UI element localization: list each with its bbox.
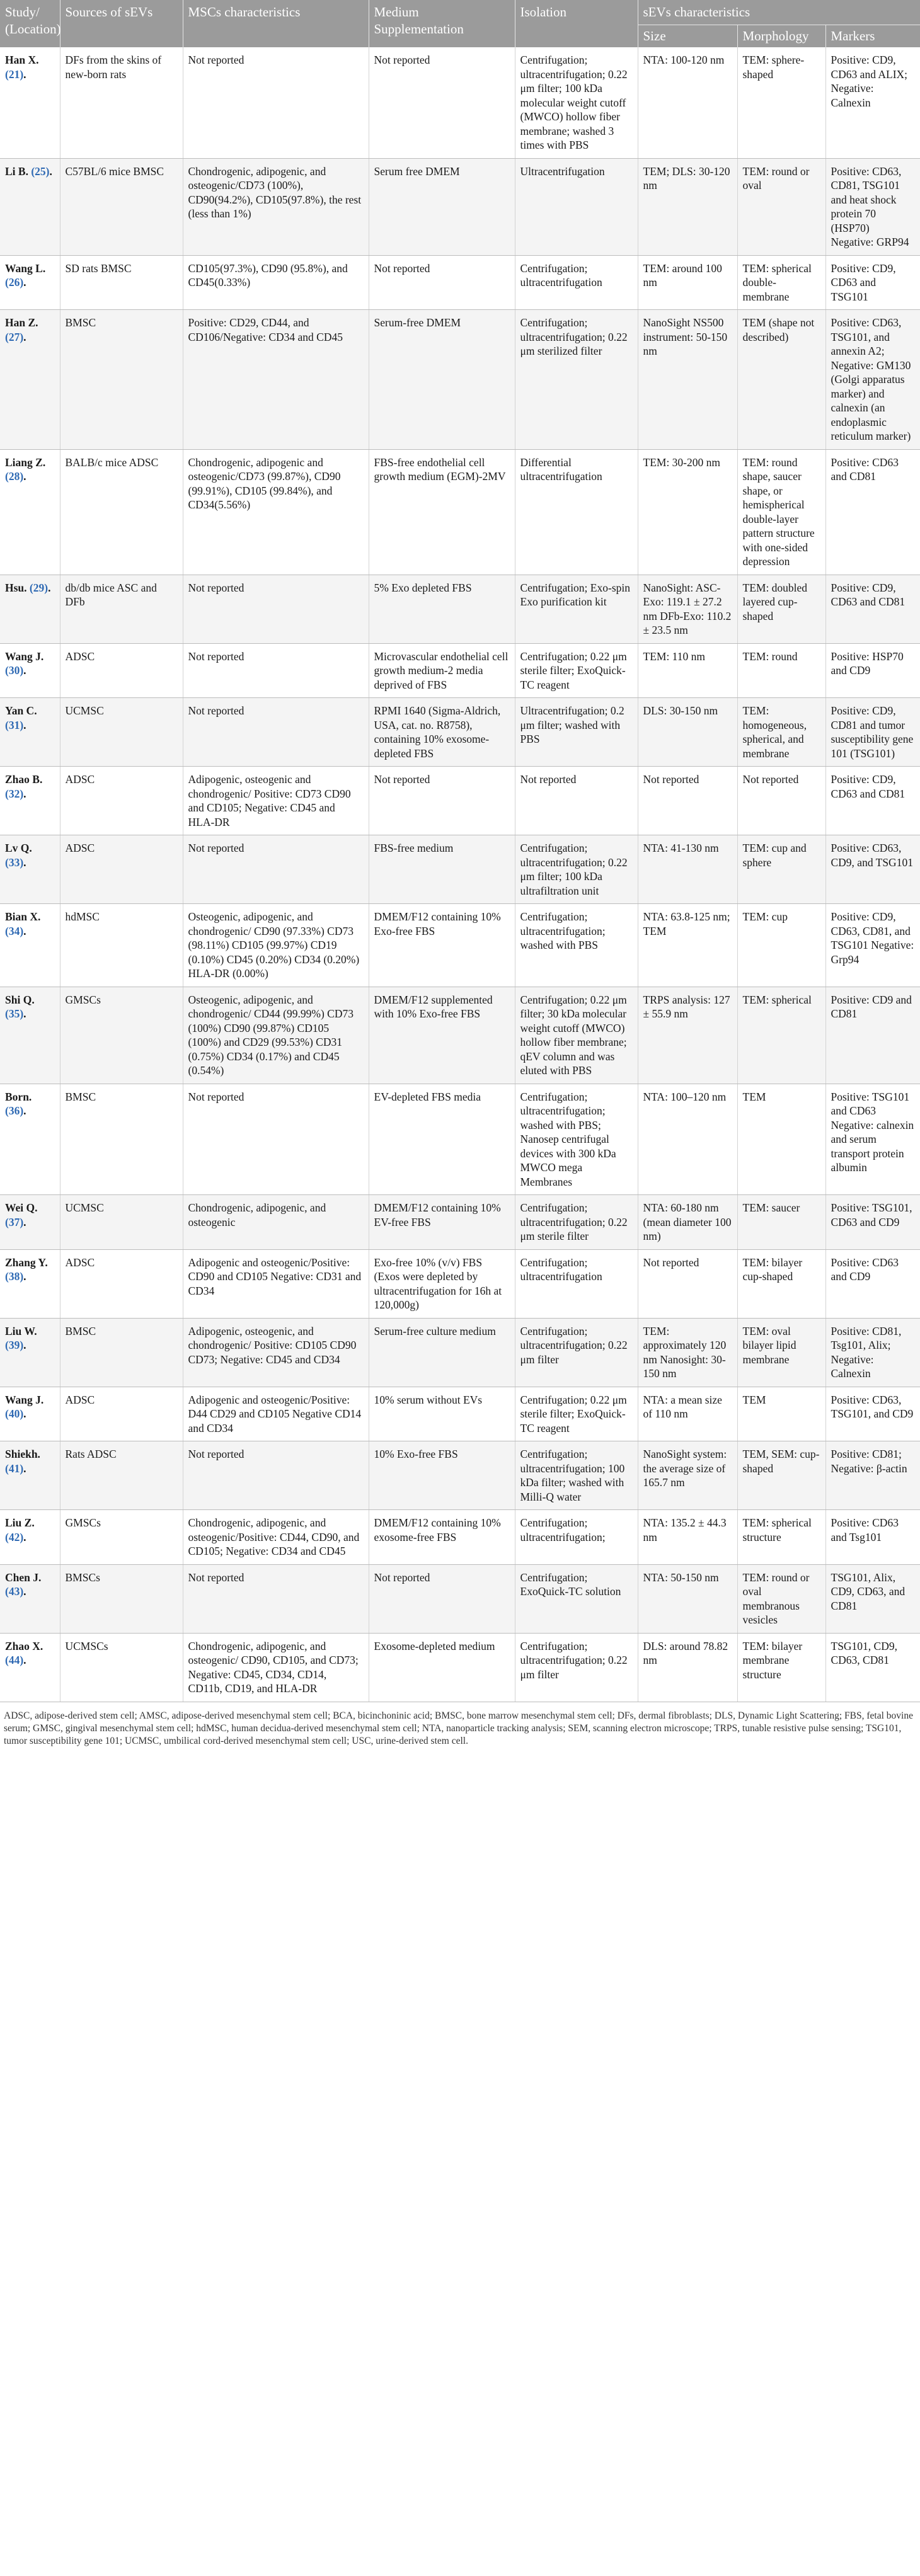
morphology-cell: TEM: cup: [737, 904, 825, 987]
morphology-cell: TEM: round or oval membranous vesicles: [737, 1564, 825, 1633]
table-row: [0, 47, 920, 158]
morphology-cell: TEM: spherical structure: [737, 1510, 825, 1565]
table-footnote: ADSC, adipose-derived stem cell; AMSC, adipose-derived mesenchymal stem cell; BCA, bicinchoninic acid; BMSC, bone marrow mesenchymal stem cell; DFs, dermal fibroblasts; DLS, Dynamic Light Scattering; FBS, fetal bovine serum; GMSC, gingival mesenchymal stem cell; hdMSC, human decidua-derived mesenchymal stem cell; NTA, nanoparticle tracking analysis; SEM, scanning electron microscope; TRPS, tunable resistive pulse sensing; TSG101, tumor susceptibility gene 101; UCMSC, umbilical cord-derived mesenchymal stem cell; USC, urine-derived stem cell.: [4, 1710, 913, 1746]
isolation-cell: Centrifugation; ultracentrifugation; 0.22 μm filter; 100 kDa ultrafiltration unit: [515, 835, 638, 904]
morphology-cell: TEM: oval bilayer lipid membrane: [737, 1318, 825, 1387]
msc-cell: CD105(97.3%), CD90 (95.8%), and CD45(0.33%): [183, 255, 369, 310]
msc-cell: Not reported: [183, 1084, 369, 1195]
msc-cell: Not reported: [183, 575, 369, 643]
isolation-cell: Centrifugation; ultracentrifugation; washed with PBS: [515, 904, 638, 987]
msc-cell: Adipogenic and osteogenic/Positive: D44 CD29 and CD105 Negative CD14 and CD34: [183, 1387, 369, 1441]
reference-link[interactable]: (35): [5, 1007, 24, 1020]
size-cell: TEM: 110 nm: [638, 643, 737, 698]
study-name: Wang J.: [5, 650, 44, 663]
size-cell: TEM: 30-200 nm: [638, 449, 737, 575]
markers-cell: Positive: CD9 and CD81: [825, 987, 920, 1084]
study-cell: [0, 255, 60, 310]
source-cell: ADSC: [60, 1249, 183, 1318]
table-row: [0, 158, 920, 255]
reference-link[interactable]: (37): [5, 1215, 24, 1228]
isolation-cell: Centrifugation; ultracentrifugation; 0.22 μm filter; 100 kDa molecular weight cutoff (MWCO) hollow fiber membrane; washed 3 times with PBS: [515, 47, 638, 158]
medium-cell: Not reported: [369, 255, 515, 310]
study-period: .: [23, 1407, 26, 1420]
size-cell: DLS: around 78.82 nm: [638, 1633, 737, 1702]
morphology-cell: TEM: [737, 1084, 825, 1195]
morphology-cell: TEM: cup and sphere: [737, 835, 825, 904]
study-cell: [0, 575, 60, 643]
study-name: Shiekh.: [5, 1448, 40, 1460]
source-cell: ADSC: [60, 643, 183, 698]
size-cell: NTA: 100–120 nm: [638, 1084, 737, 1195]
isolation-cell: Centrifugation; Exo-spin Exo purification kit: [515, 575, 638, 643]
table-row: [0, 1195, 920, 1250]
msc-cell: Not reported: [183, 643, 369, 698]
study-cell: [0, 47, 60, 158]
msc-cell: Adipogenic, osteogenic, and chondrogenic/ Positive: CD105 CD90 CD73; Negative: CD45 and CD34: [183, 1318, 369, 1387]
markers-cell: Positive: CD63 and CD9: [825, 1249, 920, 1318]
source-cell: ADSC: [60, 835, 183, 904]
study-name: Born.: [5, 1090, 32, 1103]
msc-cell: Osteogenic, adipogenic, and chondrogenic/ CD44 (99.99%) CD73 (100%) CD90 (99.87%) CD105 (100%) and CD29 (99.53%) CD31 (0.75%) CD34 (0.17%) and CD45 (0.54%): [183, 987, 369, 1084]
morphology-cell: TEM: round or oval: [737, 158, 825, 255]
source-cell: Rats ADSC: [60, 1441, 183, 1510]
isolation-cell: Centrifugation; ultracentrifugation: [515, 1249, 638, 1318]
reference-link[interactable]: (42): [5, 1530, 24, 1543]
morphology-cell: TEM, SEM: cup-shaped: [737, 1441, 825, 1510]
study-name: Zhang Y.: [5, 1256, 48, 1269]
study-period: .: [23, 1339, 26, 1351]
study-name: Wang J.: [5, 1393, 44, 1406]
study-period: .: [23, 718, 26, 731]
study-name: Wang L.: [5, 261, 46, 275]
reference-link[interactable]: (38): [5, 1270, 24, 1283]
size-cell: NanoSight NS500 instrument: 50-150 nm: [638, 310, 737, 450]
isolation-cell: Centrifugation; 0.22 μm sterile filter; ExoQuick-TC reagent: [515, 1387, 638, 1441]
source-cell: hdMSC: [60, 904, 183, 987]
size-cell: TEM: approximately 120 nm Nanosight: 30-150 nm: [638, 1318, 737, 1387]
study-period: .: [23, 1215, 26, 1228]
isolation-cell: Not reported: [515, 767, 638, 835]
medium-cell: Serum free DMEM: [369, 158, 515, 255]
study-cell: [0, 449, 60, 575]
medium-cell: DMEM/F12 containing 10% exosome-free FBS: [369, 1510, 515, 1565]
header-size: Size: [638, 25, 737, 48]
medium-cell: 10% Exo-free FBS: [369, 1441, 515, 1510]
medium-cell: Not reported: [369, 47, 515, 158]
table-row: [0, 310, 920, 450]
medium-cell: Exo-free 10% (v/v) FBS (Exos were depleted by ultracentrifugation for 16h at 120,000g): [369, 1249, 515, 1318]
msc-cell: Not reported: [183, 835, 369, 904]
msc-cell: Adipogenic, osteogenic and chondrogenic/ Positive: CD73 CD90 and CD105; Negative: CD45 and HLA-DR: [183, 767, 369, 835]
size-cell: TEM; DLS: 30-120 nm: [638, 158, 737, 255]
isolation-cell: Centrifugation; 0.22 μm filter; 30 kDa molecular weight cutoff (MWCO) hollow fiber membrane; qEV column and was eluted with PBS: [515, 987, 638, 1084]
header-mscs: MSCs characteristics: [183, 0, 369, 47]
study-period: .: [23, 470, 26, 483]
markers-cell: Positive: CD63, TSG101, and annexin A2; Negative: GM130 (Golgi apparatus marker) and calnexin (an endoplasmic reticulum marker): [825, 310, 920, 450]
markers-cell: Positive: CD63, CD9, and TSG101: [825, 835, 920, 904]
msc-cell: Not reported: [183, 1441, 369, 1510]
study-period: .: [23, 276, 26, 289]
markers-cell: Positive: CD63, CD81, TSG101 and heat shock protein 70 (HSP70) Negative: GRP94: [825, 158, 920, 255]
reference-link[interactable]: (40): [5, 1407, 24, 1420]
reference-link[interactable]: (34): [5, 924, 24, 937]
medium-cell: Serum-free DMEM: [369, 310, 515, 450]
morphology-cell: TEM: bilayer cup-shaped: [737, 1249, 825, 1318]
table-row: [0, 575, 920, 643]
markers-cell: Positive: CD9, CD63 and CD81: [825, 575, 920, 643]
source-cell: BALB/c mice ADSC: [60, 449, 183, 575]
source-cell: BMSC: [60, 1318, 183, 1387]
study-name: Han X.: [5, 54, 39, 66]
msc-cell: Not reported: [183, 698, 369, 767]
isolation-cell: Centrifugation; ultracentrifugation; 0.22 μm sterilized filter: [515, 310, 638, 450]
study-cell: [0, 1564, 60, 1633]
source-cell: db/db mice ASC and DFb: [60, 575, 183, 643]
morphology-cell: TEM: spherical double-membrane: [737, 255, 825, 310]
morphology-cell: TEM: doubled layered cup-shaped: [737, 575, 825, 643]
morphology-cell: TEM: saucer: [737, 1195, 825, 1250]
reference-link[interactable]: (25): [31, 164, 50, 178]
reference-link[interactable]: (43): [5, 1585, 24, 1598]
study-cell: [0, 767, 60, 835]
isolation-cell: Ultracentrifugation; 0.2 μm filter; washed with PBS: [515, 698, 638, 767]
reference-link[interactable]: (21): [5, 67, 24, 81]
msc-cell: Chondrogenic, adipogenic, and osteogenic: [183, 1195, 369, 1250]
medium-cell: EV-depleted FBS media: [369, 1084, 515, 1195]
reference-link[interactable]: (28): [5, 470, 24, 483]
study-cell: [0, 1387, 60, 1441]
study-name: Zhao X.: [5, 1639, 43, 1652]
medium-cell: DMEM/F12 supplemented with 10% Exo-free FBS: [369, 987, 515, 1084]
source-cell: BMSC: [60, 1084, 183, 1195]
study-period: .: [49, 164, 52, 178]
study-cell: [0, 310, 60, 450]
morphology-cell: TEM: [737, 1387, 825, 1441]
size-cell: Not reported: [638, 1249, 737, 1318]
size-cell: NanoSight system: the average size of 165.7 nm: [638, 1441, 737, 1510]
medium-cell: 5% Exo depleted FBS: [369, 575, 515, 643]
study-period: .: [23, 924, 26, 937]
study-name: Wei Q.: [5, 1201, 38, 1214]
size-cell: TRPS analysis: 127 ± 55.9 nm: [638, 987, 737, 1084]
size-cell: NTA: 63.8-125 nm; TEM: [638, 904, 737, 987]
markers-cell: Positive: CD9, CD63, CD81, and TSG101 Negative: Grp94: [825, 904, 920, 987]
msc-cell: Chondrogenic, adipogenic, and osteogenic/CD73 (100%), CD90(94.2%), CD105(97.8%), the rest (less than 1%): [183, 158, 369, 255]
reference-link[interactable]: (26): [5, 276, 24, 289]
table-row: [0, 1564, 920, 1633]
study-name: Yan C.: [5, 704, 37, 717]
morphology-cell: TEM: sphere-shaped: [737, 47, 825, 158]
study-period: .: [48, 581, 51, 594]
table-header: [0, 0, 920, 47]
reference-link[interactable]: (32): [5, 787, 24, 800]
table-row: [0, 767, 920, 835]
medium-cell: 10% serum without EVs: [369, 1387, 515, 1441]
source-cell: UCMSCs: [60, 1633, 183, 1702]
table-row: [0, 1249, 920, 1318]
study-period: .: [23, 1007, 26, 1020]
source-cell: UCMSC: [60, 1195, 183, 1250]
header-isolation: Isolation: [515, 0, 638, 47]
source-cell: UCMSC: [60, 698, 183, 767]
table-row: [0, 1441, 920, 1510]
isolation-cell: Ultracentrifugation: [515, 158, 638, 255]
medium-cell: Microvascular endothelial cell growth medium-2 media deprived of FBS: [369, 643, 515, 698]
study-period: .: [23, 787, 26, 800]
study-cell: [0, 987, 60, 1084]
medium-cell: Exosome-depleted medium: [369, 1633, 515, 1702]
morphology-cell: TEM: round: [737, 643, 825, 698]
header-study: Study/ (Location): [0, 0, 60, 47]
study-cell: [0, 1510, 60, 1565]
study-cell: [0, 1441, 60, 1510]
size-cell: NanoSight: ASC-Exo: 119.1 ± 27.2 nm DFb-Exo: 110.2 ± 23.5 nm: [638, 575, 737, 643]
markers-cell: Positive: CD9, CD81 and tumor susceptibility gene 101 (TSG101): [825, 698, 920, 767]
reference-link[interactable]: (33): [5, 856, 24, 869]
table-row: [0, 255, 920, 310]
study-name: Hsu.: [5, 581, 27, 594]
source-cell: DFs from the skins of new-born rats: [60, 47, 183, 158]
size-cell: NTA: a mean size of 110 nm: [638, 1387, 737, 1441]
size-cell: NTA: 60-180 nm (mean diameter 100 nm): [638, 1195, 737, 1250]
size-cell: TEM: around 100 nm: [638, 255, 737, 310]
source-cell: ADSC: [60, 767, 183, 835]
header-medium: Medium Supplementation: [369, 0, 515, 47]
isolation-cell: Centrifugation; ultracentrifugation; 0.22 μm filter: [515, 1633, 638, 1702]
table-body: [0, 47, 920, 1702]
medium-cell: Not reported: [369, 767, 515, 835]
table-row: [0, 1387, 920, 1441]
reference-link[interactable]: (27): [5, 330, 24, 343]
reference-link[interactable]: (39): [5, 1339, 24, 1351]
morphology-cell: TEM: homogeneous, spherical, and membrane: [737, 698, 825, 767]
msc-cell: Not reported: [183, 1564, 369, 1633]
table-row: [0, 904, 920, 987]
medium-cell: Not reported: [369, 1564, 515, 1633]
reference-link[interactable]: (44): [5, 1654, 24, 1666]
msc-cell: Chondrogenic, adipogenic and osteogenic/CD73 (99.87%), CD90 (99.91%), CD105 (99.84%), and CD34(5.56%): [183, 449, 369, 575]
study-cell: [0, 1084, 60, 1195]
table-row: [0, 987, 920, 1084]
study-name: Shi Q.: [5, 993, 35, 1006]
table-row: [0, 643, 920, 698]
msc-cell: Positive: CD29, CD44, and CD106/Negative: CD34 and CD45: [183, 310, 369, 450]
study-name: Zhao B.: [5, 773, 43, 786]
reference-link[interactable]: (36): [5, 1104, 24, 1117]
table-row: [0, 1633, 920, 1702]
markers-cell: Positive: CD9, CD63 and CD81: [825, 767, 920, 835]
study-name: Liu Z.: [5, 1516, 35, 1529]
table-row: [0, 698, 920, 767]
study-cell: [0, 698, 60, 767]
markers-cell: TSG101, Alix, CD9, CD63, and CD81: [825, 1564, 920, 1633]
study-period: .: [23, 1654, 26, 1666]
morphology-cell: TEM: round shape, saucer shape, or hemispherical double-layer pattern structure with one-sided depression: [737, 449, 825, 575]
study-cell: [0, 1633, 60, 1702]
isolation-cell: Differential ultracentrifugation: [515, 449, 638, 575]
markers-cell: Positive: CD9, CD63 and TSG101: [825, 255, 920, 310]
markers-cell: Positive: TSG101 and CD63 Negative: calnexin and serum transport protein albumin: [825, 1084, 920, 1195]
source-cell: GMSCs: [60, 987, 183, 1084]
table-row: [0, 1510, 920, 1565]
isolation-cell: Centrifugation; 0.22 μm sterile filter; ExoQuick-TC reagent: [515, 643, 638, 698]
isolation-cell: Centrifugation; ultracentrifugation; 100 kDa filter; washed with Milli-Q water: [515, 1441, 638, 1510]
markers-cell: TSG101, CD9, CD63, CD81: [825, 1633, 920, 1702]
study-name: Chen J.: [5, 1571, 42, 1584]
study-cell: [0, 158, 60, 255]
study-period: .: [23, 1530, 26, 1543]
source-cell: GMSCs: [60, 1510, 183, 1565]
header-sources: Sources of sEVs: [60, 0, 183, 47]
msc-cell: Not reported: [183, 47, 369, 158]
reference-link[interactable]: (30): [5, 664, 24, 677]
isolation-cell: Centrifugation; ultracentrifugation; 0.22 μm sterile filter: [515, 1195, 638, 1250]
size-cell: NTA: 135.2 ± 44.3 nm: [638, 1510, 737, 1565]
study-period: .: [23, 330, 26, 343]
size-cell: NTA: 100-120 nm: [638, 47, 737, 158]
markers-cell: Positive: CD63 and Tsg101: [825, 1510, 920, 1565]
morphology-cell: TEM: bilayer membrane structure: [737, 1633, 825, 1702]
markers-cell: Positive: CD63, TSG101, and CD9: [825, 1387, 920, 1441]
size-cell: NTA: 41-130 nm: [638, 835, 737, 904]
markers-cell: Positive: CD9, CD63 and ALIX; Negative: Calnexin: [825, 47, 920, 158]
msc-cell: Adipogenic and osteogenic/Positive: CD90 and CD105 Negative: CD31 and CD34: [183, 1249, 369, 1318]
markers-cell: Positive: CD81, Tsg101, Alix; Negative: Calnexin: [825, 1318, 920, 1387]
medium-cell: DMEM/F12 containing 10% EV-free FBS: [369, 1195, 515, 1250]
reference-link[interactable]: (41): [5, 1462, 24, 1475]
study-period: .: [23, 1270, 26, 1283]
msc-cell: Osteogenic, adipogenic, and chondrogenic/ CD90 (97.33%) CD73 (98.11%) CD105 (99.97%) CD19 (0.10%) CD45 (0.20%) CD34 (0.20%) HLA-DR (0.00%): [183, 904, 369, 987]
morphology-cell: TEM: spherical: [737, 987, 825, 1084]
study-cell: [0, 1318, 60, 1387]
source-cell: C57BL/6 mice BMSC: [60, 158, 183, 255]
medium-cell: Serum-free culture medium: [369, 1318, 515, 1387]
msc-cell: Chondrogenic, adipogenic, and osteogenic/ CD90, CD105, and CD73; Negative: CD45, CD34, CD14, CD11b, CD19, and HLA-DR: [183, 1633, 369, 1702]
header-sev-characteristics: sEVs characteristics: [638, 0, 920, 25]
isolation-cell: Centrifugation; ultracentrifugation;: [515, 1510, 638, 1565]
medium-cell: DMEM/F12 containing 10% Exo-free FBS: [369, 904, 515, 987]
table-row: [0, 1318, 920, 1387]
study-cell: [0, 904, 60, 987]
markers-cell: Positive: TSG101, CD63 and CD9: [825, 1195, 920, 1250]
morphology-cell: Not reported: [737, 767, 825, 835]
study-name: Lv Q.: [5, 842, 32, 854]
reference-link[interactable]: (31): [5, 718, 24, 731]
isolation-cell: Centrifugation; ultracentrifugation: [515, 255, 638, 310]
markers-cell: Positive: HSP70 and CD9: [825, 643, 920, 698]
study-name: Bian X.: [5, 910, 41, 923]
study-period: .: [23, 856, 26, 869]
study-name: Liang Z.: [5, 455, 46, 469]
reference-link[interactable]: (29): [29, 581, 49, 594]
header-morphology: Morphology: [737, 25, 825, 48]
markers-cell: Positive: CD81; Negative: β-actin: [825, 1441, 920, 1510]
size-cell: DLS: 30-150 nm: [638, 698, 737, 767]
study-period: .: [23, 67, 26, 81]
study-period: .: [23, 1104, 26, 1117]
table-row: [0, 449, 920, 575]
header-markers: Markers: [825, 25, 920, 48]
study-name: Liu W.: [5, 1324, 37, 1337]
study-cell: [0, 1195, 60, 1250]
isolation-cell: Centrifugation; ultracentrifugation; 0.22 μm filter: [515, 1318, 638, 1387]
medium-cell: RPMI 1640 (Sigma-Aldrich, USA, cat. no. R8758), containing 10% exosome-depleted FBS: [369, 698, 515, 767]
table-row: [0, 1084, 920, 1195]
table-row: [0, 835, 920, 904]
medium-cell: FBS-free medium: [369, 835, 515, 904]
morphology-cell: TEM (shape not described): [737, 310, 825, 450]
study-name: Li B.: [5, 164, 28, 178]
msc-cell: Chondrogenic, adipogenic, and osteogenic/Positive: CD44, CD90, and CD105; Negative: CD34 and CD45: [183, 1510, 369, 1565]
study-name: Han Z.: [5, 316, 38, 329]
study-cell: [0, 835, 60, 904]
study-cell: [0, 643, 60, 698]
markers-cell: Positive: CD63 and CD81: [825, 449, 920, 575]
study-period: .: [23, 1462, 26, 1475]
medium-cell: FBS-free endothelial cell growth medium (EGM)-2MV: [369, 449, 515, 575]
isolation-cell: Centrifugation; ultracentrifugation; washed with PBS; Nanosep centrifugal devices with 300 kDa MWCO mega Membranes: [515, 1084, 638, 1195]
isolation-cell: Centrifugation; ExoQuick-TC solution: [515, 1564, 638, 1633]
source-cell: ADSC: [60, 1387, 183, 1441]
study-cell: [0, 1249, 60, 1318]
source-cell: BMSCs: [60, 1564, 183, 1633]
size-cell: Not reported: [638, 767, 737, 835]
study-period: .: [23, 1585, 26, 1598]
source-cell: BMSC: [60, 310, 183, 450]
size-cell: NTA: 50-150 nm: [638, 1564, 737, 1633]
source-cell: SD rats BMSC: [60, 255, 183, 310]
study-period: .: [23, 664, 26, 677]
